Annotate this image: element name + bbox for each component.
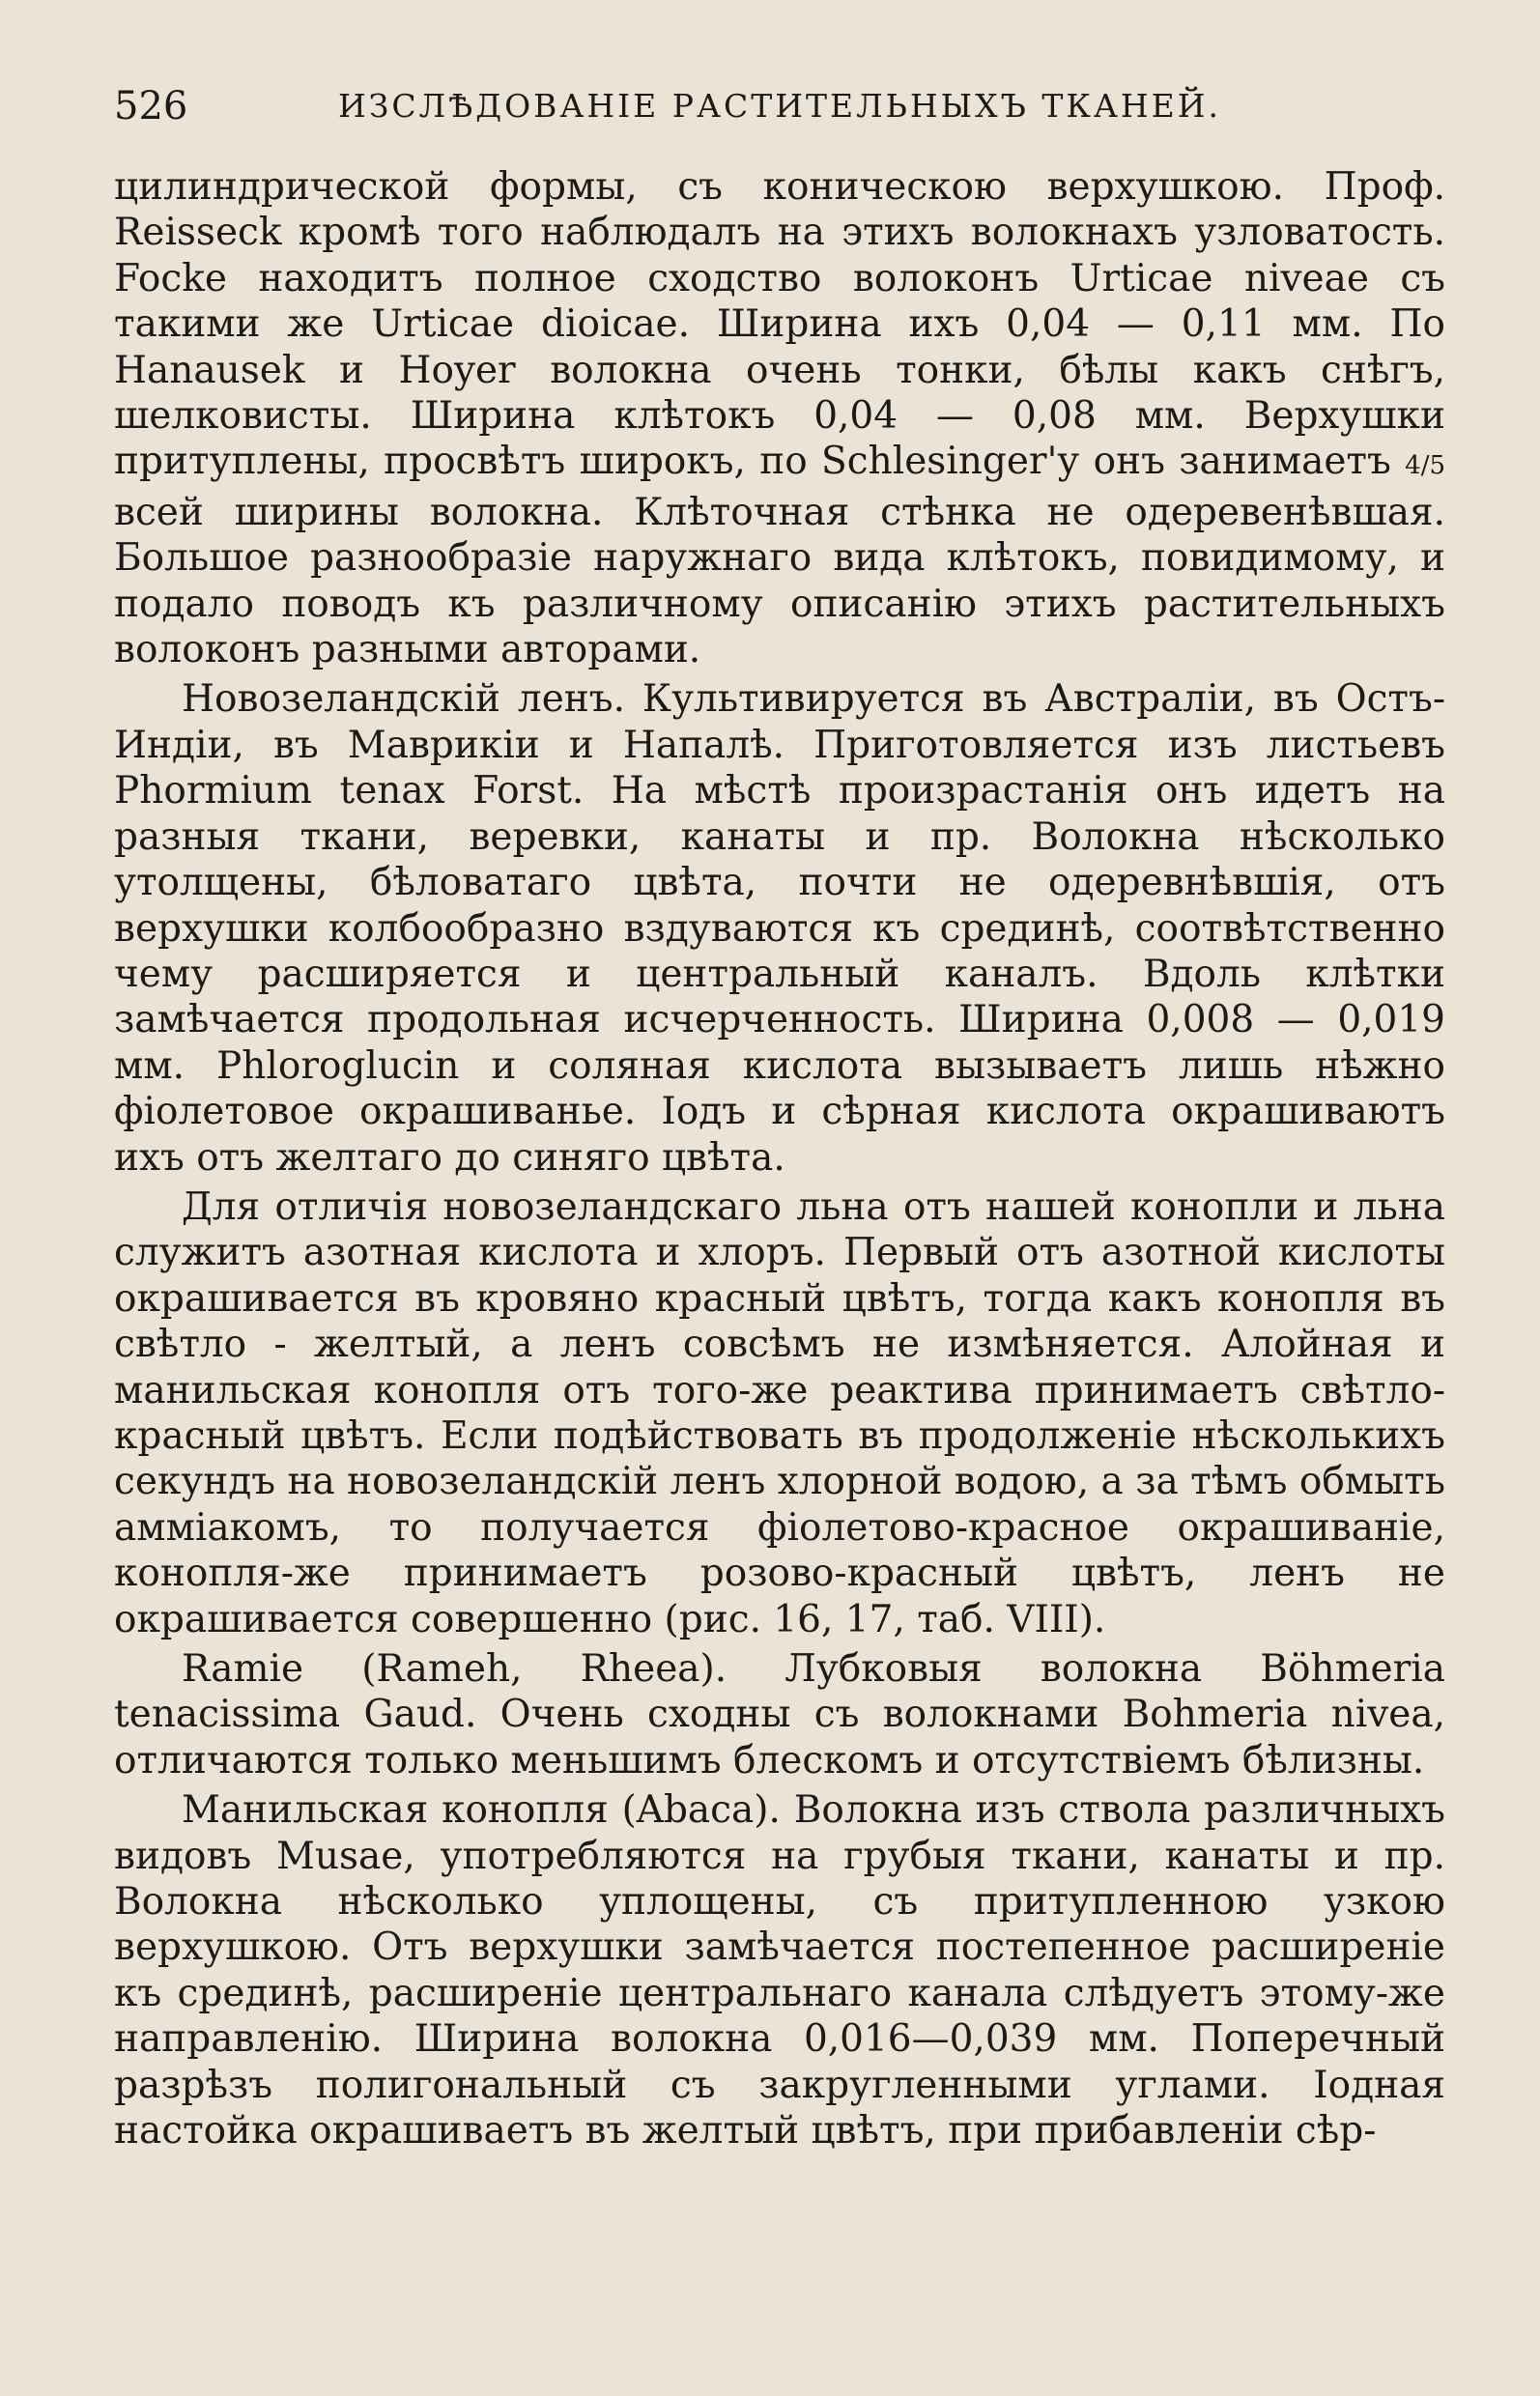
text-segment: цилиндрической формы, съ коническою верхушкою. Проф. Reisseck кромѣ того наблюдалъ на этихъ волокнахъ узловатость. Focke находитъ полное сходство волоконъ Urticae niveae съ такими же Urticae dioicae. Ширина ихъ 0,04 — 0,11 мм. По Hanausek и Hoyer волокна очень тонки, бѣлы какъ снѣгъ, шелковисты. Ширина клѣтокъ 0,04 — 0,08 мм. Верхушки притуплены, просвѣтъ широкъ, по Schlesinger'у онъ занимаетъ [114,165,1445,484]
page-header [114,77,1445,135]
running-title: ИЗСЛѢДОВАНІЕ РАСТИТЕЛЬНЫХЪ ТКАНЕЙ. [337,87,1221,125]
page-number: 526 [114,84,188,128]
paragraph-manila-hemp [114,1787,1445,2154]
paragraph-ramie [114,1646,1445,1783]
paragraph-urtica-fibers [114,164,1445,672]
fraction: 4/5 [1405,451,1445,481]
text-segment: Новозеландскій ленъ. Культивируется въ Австраліи, въ Остъ-Индіи, въ Маврикіи и Напалѣ. Приготовляется изъ листьевъ Phormium tenax Forst. На мѣстѣ произрастанія онъ идетъ на разныя ткани, веревки, канаты и пр. Волокна нѣсколько утолщены, бѣловатаго цвѣта, почти не одеревнѣвшія, отъ верхушки колбообразно вздуваются къ срединѣ, соотвѣтственно чему расширяется и центральный каналъ. Вдоль клѣтки замѣчается продольная исчерченность. Ширина 0,008 — 0,019 мм. Phloroglucin и соляная кислота вызываетъ лишь нѣжно фіолетовое окрашиванье. Іодъ и сѣрная кислота окрашиваютъ ихъ отъ желтаго до синяго цвѣта. [114,677,1445,1180]
page-body [114,164,1445,2157]
paragraph-new-zealand-flax [114,676,1445,1180]
text-segment: Манильская конопля (Abaca). Волокна изъ ствола различныхъ видовъ Musae, употребляются на грубыя ткани, канаты и пр. Волокна нѣсколько уплощены, съ притупленною узкою верхушкою. Отъ верхушки замѣчается постепенное расширеніе къ срединѣ, расширеніе центральнаго канала слѣдуетъ этому-же направленію. Ширина волокна 0,016—0,039 мм. Поперечный разрѣзъ полигональный съ закругленными углами. Іодная настойка окрашиваетъ въ желтый цвѣтъ, при прибавленіи сѣр- [114,1788,1445,2154]
paragraph-distinguishing-flax [114,1184,1445,1642]
text-segment: Для отличія новозеландскаго льна отъ нашей конопли и льна служитъ азотная кислота и хлоръ. Первый отъ азотной кислоты окрашивается въ кровяно красный цвѣтъ, тогда какъ конопля въ свѣтло - желтый, а ленъ совсѣмъ не измѣняется. Алойная и манильская конопля отъ того-же реактива принимаетъ свѣтло-красный цвѣтъ. Если подѣйствовать въ продолженіе нѣсколькихъ секундъ на новозеландскій ленъ хлорной водою, а за тѣмъ обмыть амміакомъ, то получается фіолетово-красное окрашиваніе, конопля-же принимаетъ розово-красный цвѣтъ, ленъ не окрашивается совершенно (рис. 16, 17, таб. VIII). [114,1184,1445,1641]
text-segment: всей ширины волокна. Клѣточная стѣнка не одеревенѣвшая. Большое разнообразіе наружнаго вида клѣтокъ, повидимому, и подало поводъ къ различному описанію этихъ растительныхъ волоконъ разными авторами. [114,490,1445,672]
text-segment: Ramie (Rameh, Rheea). Лубковыя волокна Böhmeria tenacissima Gaud. Очень сходны съ волокнами Bohmeria nivea, отличаются только меньшимъ блескомъ и отсутствіемъ бѣлизны. [114,1647,1445,1783]
